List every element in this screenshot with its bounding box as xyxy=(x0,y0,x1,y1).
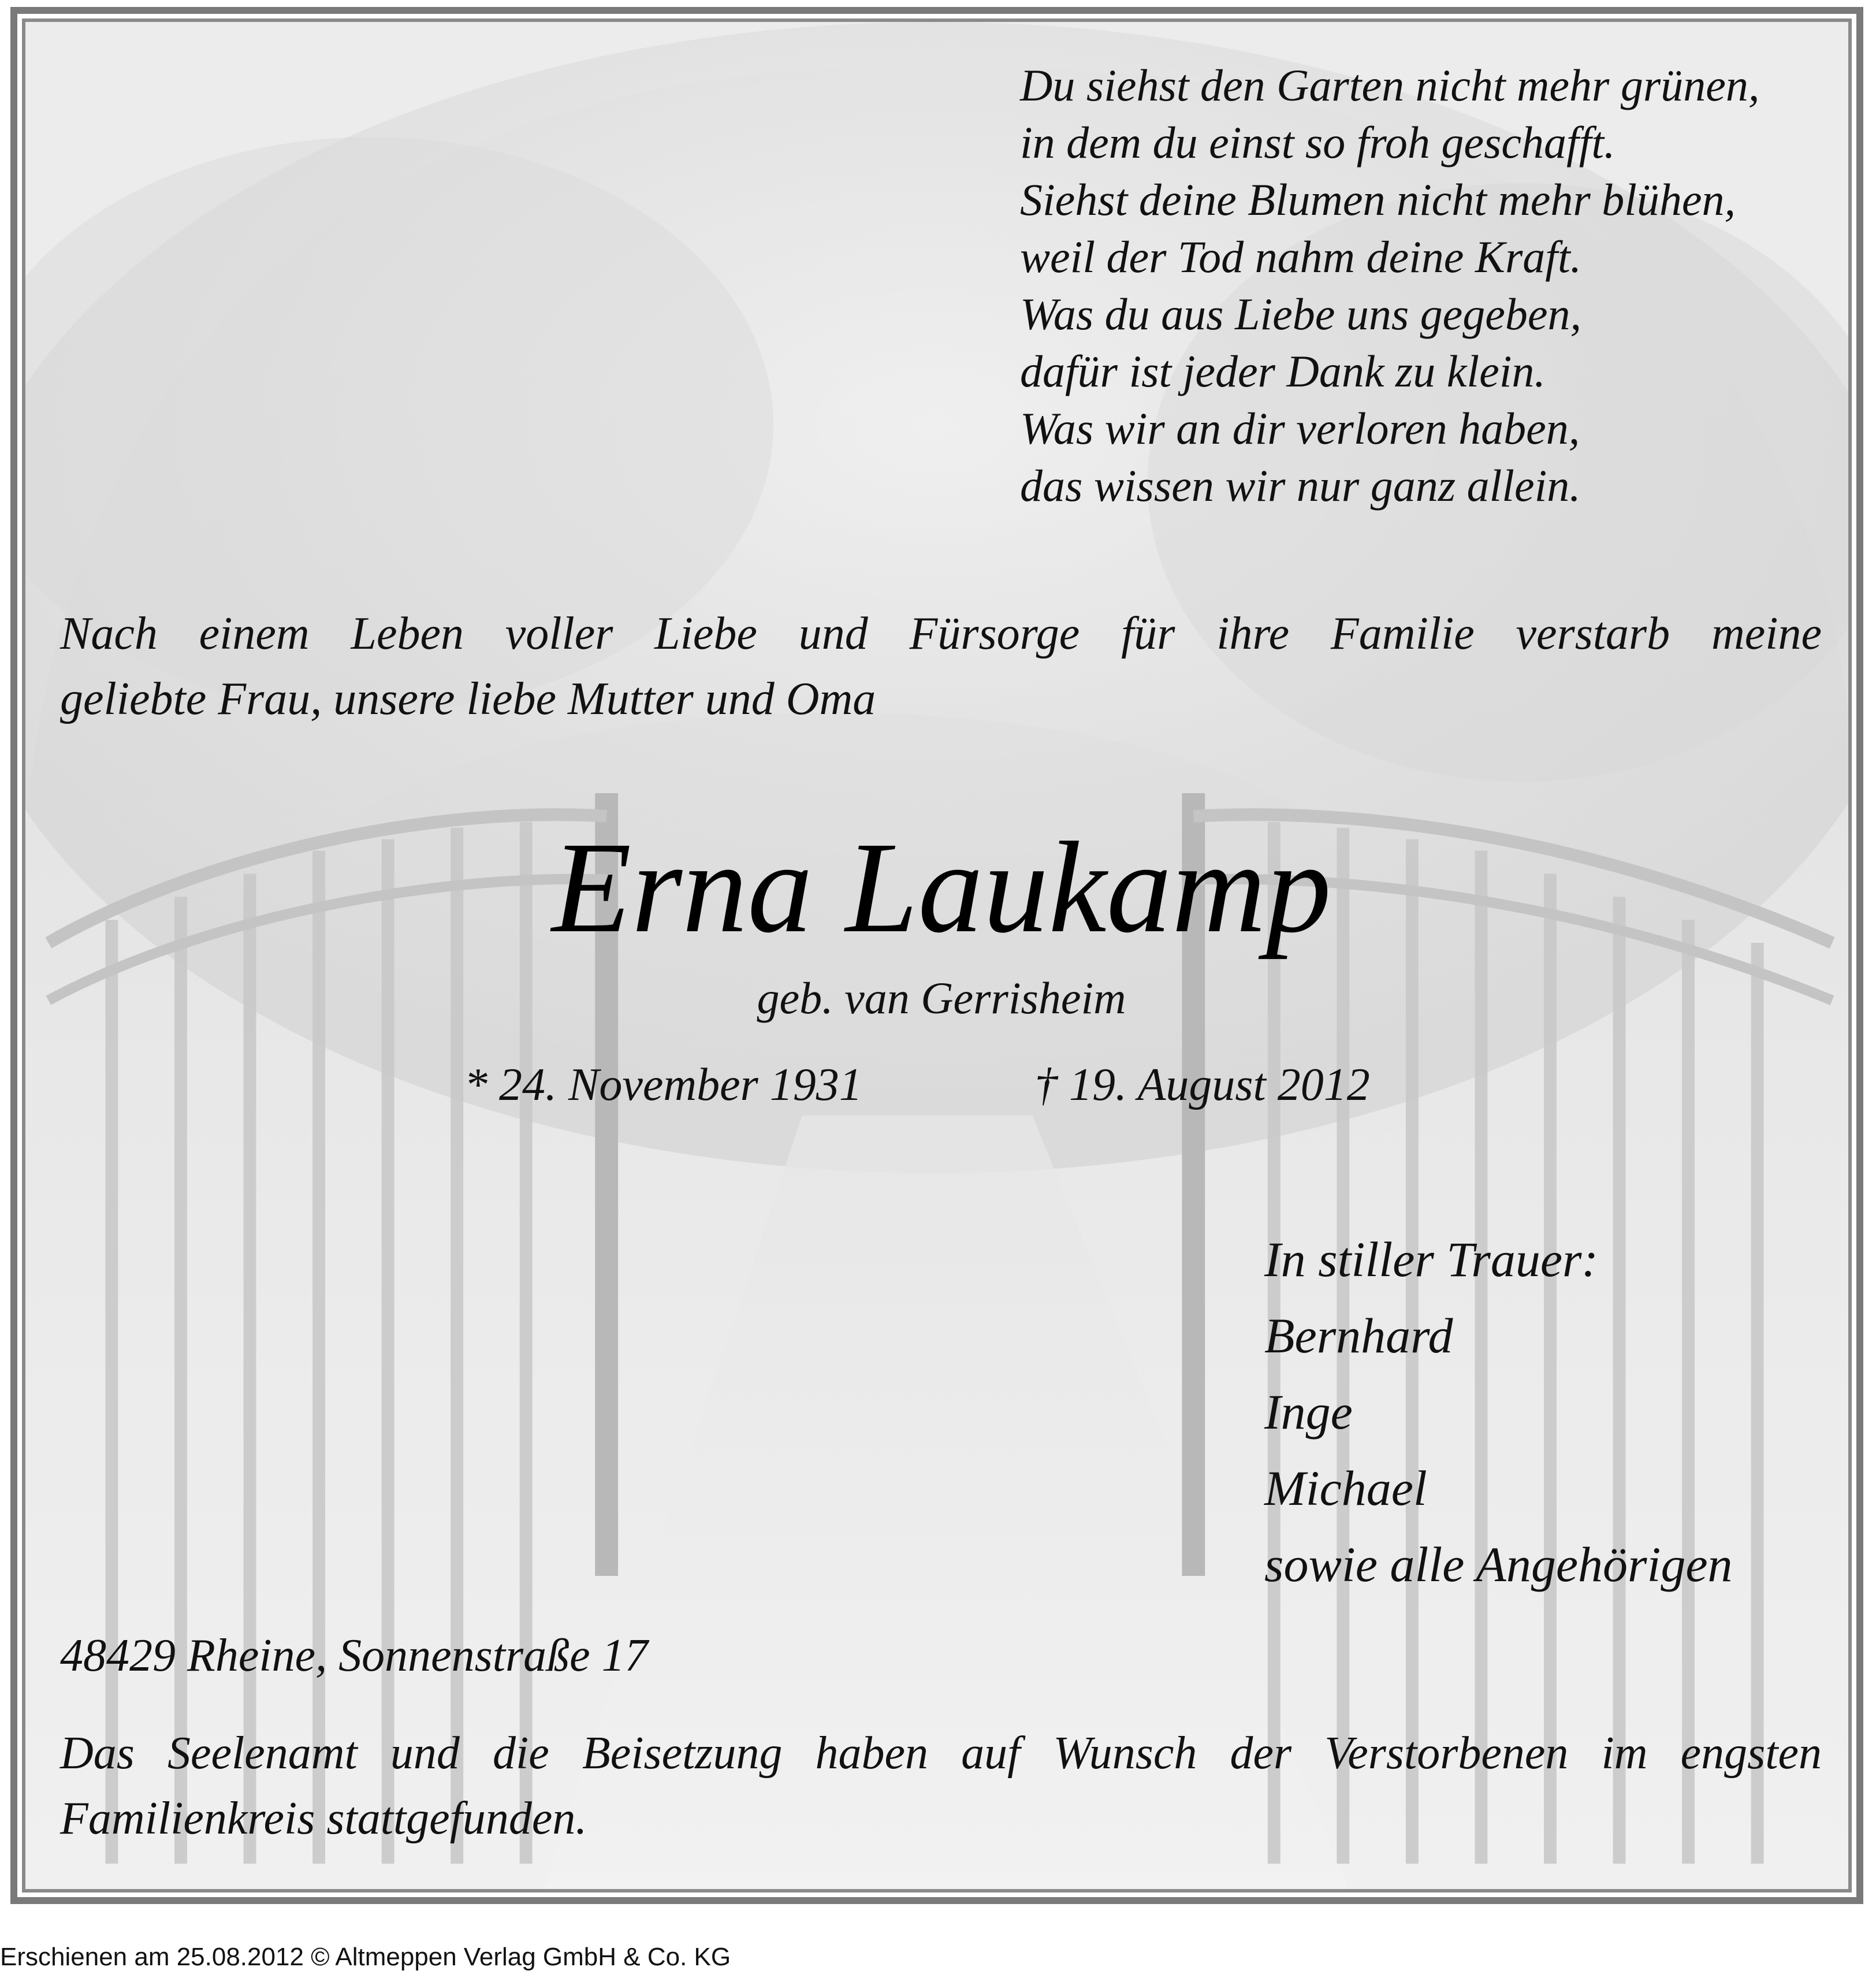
funeral-note xyxy=(60,1721,1822,1851)
death-date: † 19. August 2012 xyxy=(1034,1059,1370,1110)
poem-line: Was du aus Liebe uns gegeben, xyxy=(1020,289,1582,339)
poem-line: das wissen wir nur ganz allein. xyxy=(1020,460,1581,511)
birth-date: * 24. November 1931 xyxy=(464,1059,862,1110)
mourners xyxy=(1264,1221,1733,1603)
funeral-note-line-1: Das Seelenamt und die Beisetzung haben auf Wunsch der Verstorbenen im engsten xyxy=(60,1728,1822,1779)
address: 48429 Rheine, Sonnenstraße 17 xyxy=(60,1630,648,1681)
mourner-name: Inge xyxy=(1264,1384,1353,1440)
mourner-name: Bernhard xyxy=(1264,1308,1453,1363)
mourners-heading: In stiller Trauer: xyxy=(1264,1232,1599,1287)
poem-line: weil der Tod nahm deine Kraft. xyxy=(1020,232,1582,282)
publication-footer: Erschienen am 25.08.2012 © Altmeppen Verlag GmbH & Co. KG xyxy=(0,1943,731,1971)
poem-line: Du siehst den Garten nicht mehr grünen, xyxy=(1020,60,1760,110)
funeral-note-line-2: Familienkreis stattgefunden. xyxy=(60,1793,587,1844)
mourner-name: Michael xyxy=(1264,1460,1427,1516)
poem-line: dafür ist jeder Dank zu klein. xyxy=(1020,346,1546,396)
intro-line-1: Nach einem Leben voller Liebe und Fürsorge für ihre Familie verstarb meine xyxy=(60,608,1822,659)
poem-line: in dem du einst so froh geschafft. xyxy=(1020,117,1616,168)
maiden-name: geb. van Gerrisheim xyxy=(757,973,1126,1023)
intro-text xyxy=(60,601,1822,732)
poem-line: Was wir an dir verloren haben, xyxy=(1020,403,1580,453)
poem-line: Siehst deine Blumen nicht mehr blühen, xyxy=(1020,174,1736,225)
poem xyxy=(1020,57,1759,514)
obituary-card xyxy=(22,18,1852,1893)
intro-line-2: geliebte Frau, unsere liebe Mutter und Oma xyxy=(60,674,876,724)
deceased-name: Erna Laukamp xyxy=(552,815,1331,960)
mourner-name: sowie alle Angehörigen xyxy=(1264,1537,1733,1592)
